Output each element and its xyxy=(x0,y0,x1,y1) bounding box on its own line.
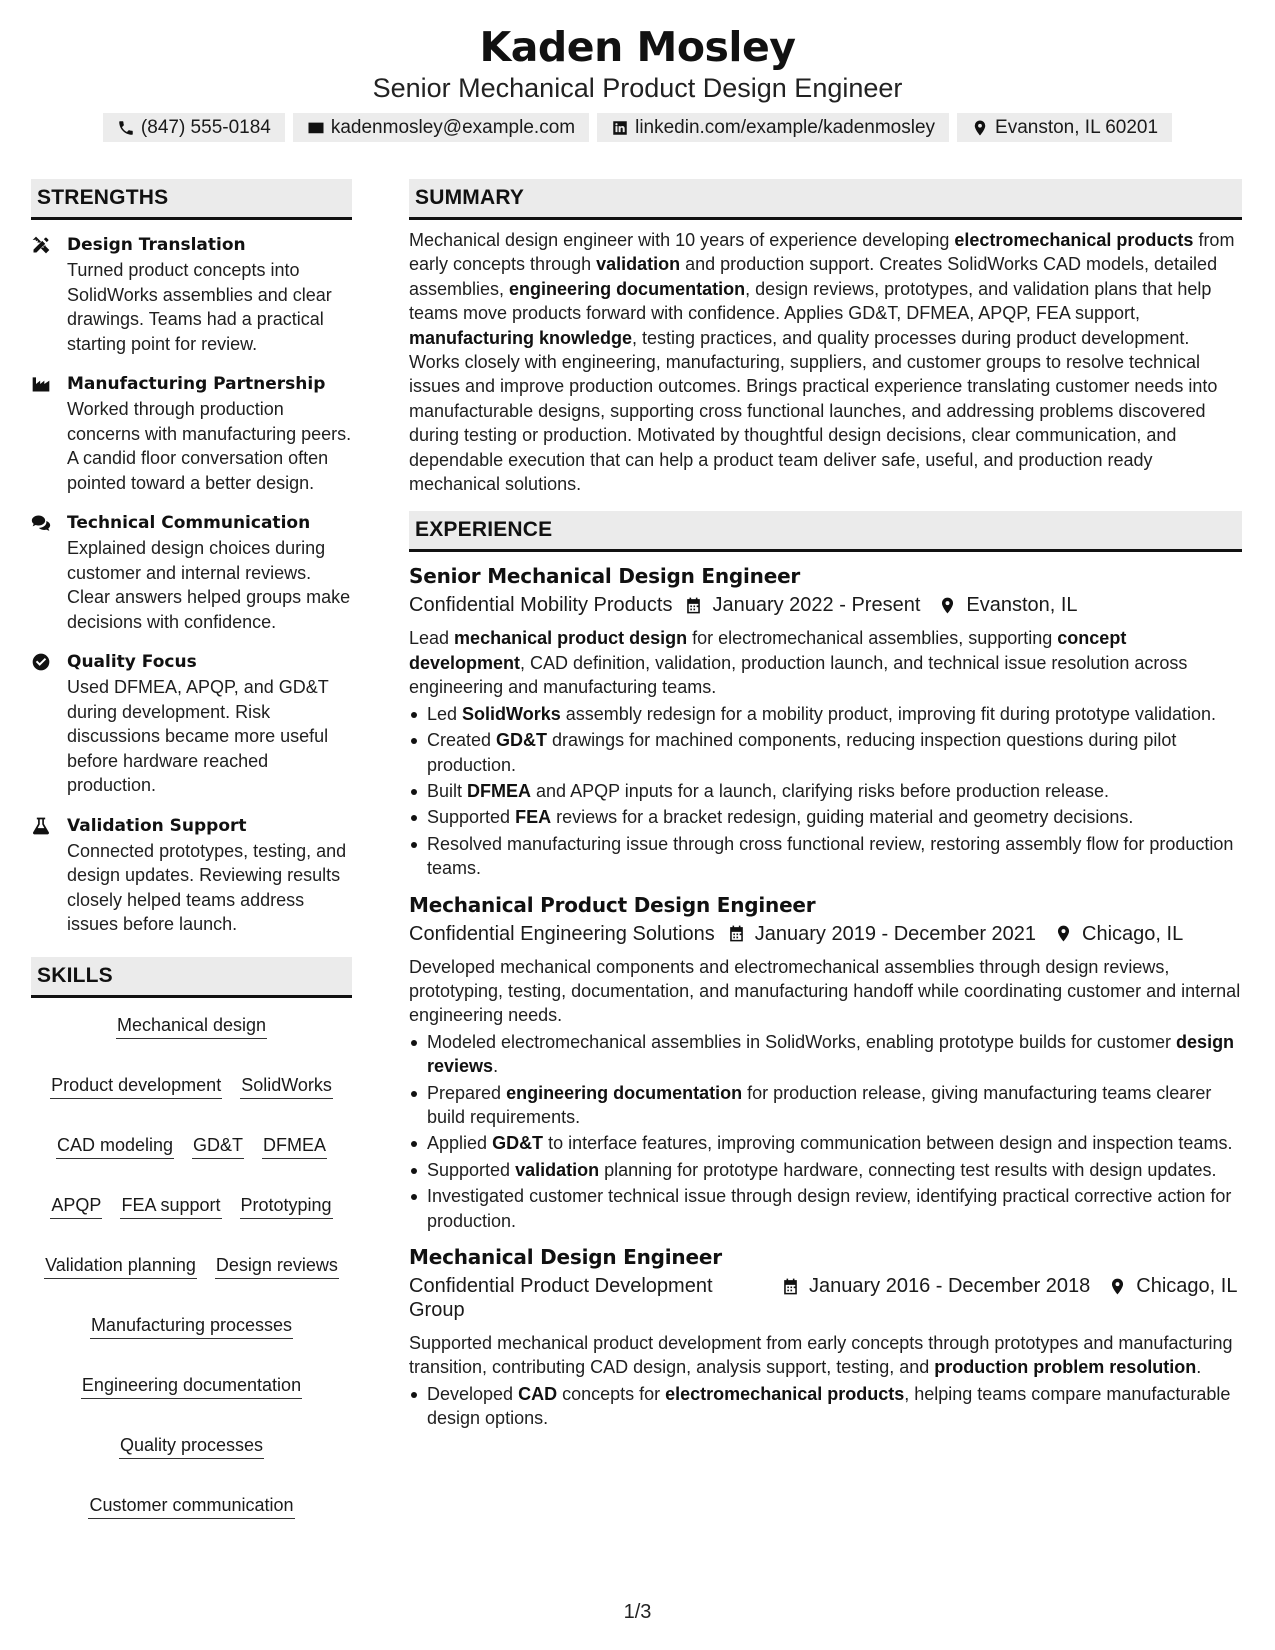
skills-list xyxy=(31,1013,352,1519)
strength-item xyxy=(31,510,352,634)
skills-section xyxy=(31,957,352,1519)
emphasis-text: validation xyxy=(515,1159,600,1180)
job-bullets xyxy=(409,1382,1242,1431)
candidate-title: Senior Mechanical Product Design Engineer xyxy=(372,73,903,103)
strengths-list xyxy=(31,232,352,937)
strength-title: Validation Support xyxy=(67,815,247,836)
bullet-item: Prepared engineering documentation for production release, giving manufacturing teams clearer build requirements. xyxy=(409,1081,1242,1130)
skill-tag: Manufacturing processes xyxy=(90,1313,293,1339)
job-entry xyxy=(409,891,1242,1233)
job-meta xyxy=(409,1274,1242,1322)
bullet-item: Investigated customer technical issue through design review, identifying practical corrective action for production. xyxy=(409,1184,1242,1233)
map-pin-icon xyxy=(971,119,989,137)
map-pin-icon xyxy=(938,596,957,615)
bullet-item: Supported FEA reviews for a bracket redesign, guiding material and geometry decisions. xyxy=(409,805,1242,829)
strength-desc: Turned product concepts into SolidWorks assemblies and clear drawings. Teams had a practical starting point for review. xyxy=(67,260,332,354)
bullet-item: Developed CAD concepts for electromechanical products, helping teams compare manufacturable design options. xyxy=(409,1382,1242,1431)
contact-linkedin[interactable] xyxy=(597,113,949,142)
check-circle-icon xyxy=(31,652,51,672)
map-pin-icon xyxy=(1108,1277,1127,1296)
bullet-item: Created GD&T drawings for machined components, reducing inspection questions during pilot production. xyxy=(409,728,1242,777)
emphasis-text: CAD xyxy=(518,1383,558,1404)
skill-tag: Validation planning xyxy=(44,1253,197,1279)
skill-tag: DFMEA xyxy=(262,1133,327,1159)
job-title: Mechanical Design Engineer xyxy=(409,1245,722,1269)
page-number: 1/3 xyxy=(623,1601,652,1623)
skills-heading: SKILLS xyxy=(31,957,352,998)
job-location: Chicago, IL xyxy=(1136,1275,1238,1297)
strength-desc: Used DFMEA, APQP, and GD&T during development. Risk discussions became more useful before hardware reached production. xyxy=(67,677,329,795)
emphasis-text: SolidWorks xyxy=(462,703,561,724)
strength-title: Technical Communication xyxy=(67,513,311,533)
strength-title: Design Translation xyxy=(67,235,246,255)
emphasis-text: validation xyxy=(596,254,681,275)
emphasis-text: electromechanical products xyxy=(665,1383,905,1404)
contact-email-text: kadenmosley@example.com xyxy=(330,116,576,138)
strength-item xyxy=(31,371,352,495)
emphasis-text: design reviews xyxy=(427,1031,1235,1077)
job-description: Lead mechanical product design for electromechanical assemblies, supporting concept development, CAD definition, validation, production launch, and technical issue resolution across engineering and manufacturing teams. xyxy=(409,628,1188,698)
summary-heading: SUMMARY xyxy=(409,179,1242,220)
job-entry xyxy=(409,562,1242,880)
contact-phone-text: (847) 555-0184 xyxy=(140,116,271,138)
emphasis-text: production problem resolution xyxy=(934,1357,1197,1378)
skill-tag: GD&T xyxy=(192,1133,244,1159)
experience-section xyxy=(409,511,1242,1430)
job-entry xyxy=(409,1243,1242,1431)
bullet-item: Supported validation planning for prototype hardware, connecting test results with design updates. xyxy=(409,1158,1242,1182)
emphasis-text: GD&T xyxy=(492,1133,544,1154)
linkedin-icon xyxy=(611,119,629,137)
job-dates: January 2019 - December 2021 xyxy=(754,922,1037,945)
strength-item xyxy=(31,813,352,937)
job-dates: January 2016 - December 2018 xyxy=(809,1275,1091,1297)
skill-tag: FEA support xyxy=(120,1193,221,1219)
job-title: Mechanical Product Design Engineer xyxy=(409,892,816,917)
job-company: Confidential Product Development Group xyxy=(409,1275,713,1321)
job-bullets xyxy=(409,702,1242,881)
emphasis-text: DFMEA xyxy=(467,780,532,801)
experience-heading: EXPERIENCE xyxy=(409,511,1242,552)
emphasis-text: concept development xyxy=(409,628,1127,673)
skill-tag: Engineering documentation xyxy=(81,1373,302,1399)
job-bullets xyxy=(409,1030,1242,1233)
contact-location xyxy=(957,113,1172,142)
contact-location-text: Evanston, IL 60201 xyxy=(995,116,1159,138)
contact-linkedin-text: linkedin.com/example/kadenmosley xyxy=(635,116,936,138)
pencil-ruler-icon xyxy=(31,235,51,255)
map-pin-icon xyxy=(1054,924,1073,943)
job-company: Confidential Engineering Solutions xyxy=(409,922,715,945)
emphasis-text: GD&T xyxy=(496,730,548,751)
skill-tag: Quality processes xyxy=(119,1433,264,1459)
strength-title: Manufacturing Partnership xyxy=(67,374,326,394)
flask-icon xyxy=(31,816,51,836)
strength-desc: Explained design choices during customer and internal reviews. Clear answers helped groups make decisions with confidence. xyxy=(67,538,351,632)
bullet-item: Resolved manufacturing issue through cross functional review, restoring assembly flow for production teams. xyxy=(409,832,1242,881)
strengths-heading: STRENGTHS xyxy=(31,179,352,220)
summary-text: Mechanical design engineer with 10 years of experience developing electromechanical products from early concepts through validation and production support. Creates SolidWorks CAD models, detailed assemblies, engineering documentation, design reviews, prototypes, and validation plans that help teams move products forward with confidence. Applies GD&T, DFMEA, APQP, FEA support, manufacturing knowledge, testing practices, and quality processes during product development. Works closely with engineering, manufacturing, suppliers, and customer groups to resolve technical issues and improve production outcomes. Brings practical experience translating customer needs into manufacturable designs, supporting cross functional launches, and addressing problems discovered during testing or production. Motivated by thoughtful design decisions, clear communication, and dependable execution that can help a product team deliver safe, useful, and production ready mechanical solutions. xyxy=(409,230,1235,495)
emphasis-text: FEA xyxy=(515,807,552,828)
strength-desc: Connected prototypes, testing, and design updates. Reviewing results closely helped teams address issues before launch. xyxy=(67,840,347,934)
job-description: Developed mechanical components and electromechanical assemblies through design reviews, prototyping, testing, documentation, and manufacturing handoff while coordinating customer and internal engineering needs. xyxy=(409,956,1241,1026)
bullet-item: Led SolidWorks assembly redesign for a mobility product, improving fit during prototype validation. xyxy=(409,702,1242,726)
bullet-item: Built DFMEA and APQP inputs for a launch, clarifying risks before production release. xyxy=(409,779,1242,803)
strength-item xyxy=(31,649,352,798)
emphasis-text: electromechanical products xyxy=(954,230,1194,250)
skill-tag: SolidWorks xyxy=(240,1073,333,1099)
comments-icon xyxy=(31,513,51,533)
contact-email[interactable] xyxy=(293,113,589,142)
envelope-icon xyxy=(307,119,325,137)
skill-tag: Customer communication xyxy=(88,1493,294,1519)
job-meta xyxy=(409,593,1242,617)
strength-title: Quality Focus xyxy=(67,652,197,672)
emphasis-text: manufacturing knowledge xyxy=(409,327,633,348)
calendar-icon xyxy=(781,1277,800,1296)
left-column xyxy=(31,179,352,1519)
bullet-item: Modeled electromechanical assemblies in SolidWorks, enabling prototype builds for customer design reviews. xyxy=(409,1030,1242,1079)
phone-icon xyxy=(117,119,135,137)
contact-phone[interactable] xyxy=(103,113,285,142)
skill-tag: Design reviews xyxy=(215,1253,339,1279)
job-location: Evanston, IL xyxy=(966,594,1078,617)
emphasis-text: engineering documentation xyxy=(509,278,746,299)
strength-item xyxy=(31,232,352,356)
candidate-name: Kaden Mosley xyxy=(479,23,796,71)
skill-tag: Mechanical design xyxy=(116,1013,267,1039)
calendar-icon xyxy=(684,596,703,615)
right-column xyxy=(409,179,1242,1433)
job-meta xyxy=(409,922,1242,946)
strength-desc: Worked through production concerns with manufacturing peers. A candid floor conversation often pointed toward a better design. xyxy=(67,399,352,493)
resume-header xyxy=(0,22,1275,142)
skill-tag: Prototyping xyxy=(240,1193,333,1219)
job-dates: January 2022 - Present xyxy=(712,594,921,617)
skill-tag: Product development xyxy=(50,1073,222,1099)
skill-tag: CAD modeling xyxy=(56,1133,174,1159)
job-title: Senior Mechanical Design Engineer xyxy=(409,564,801,589)
job-description: Supported mechanical product development from early concepts through prototypes and manufacturing transition, contributing CAD design, analysis support, testing, and production problem resolution. xyxy=(409,1333,1233,1378)
contact-bar xyxy=(0,113,1275,142)
emphasis-text: engineering documentation xyxy=(506,1082,743,1103)
skill-tag: APQP xyxy=(50,1193,102,1219)
calendar-icon xyxy=(727,924,746,943)
bullet-item: Applied GD&T to interface features, improving communication between design and inspection teams. xyxy=(409,1131,1242,1155)
job-company: Confidential Mobility Products xyxy=(409,594,673,617)
job-location: Chicago, IL xyxy=(1082,922,1184,945)
emphasis-text: mechanical product design xyxy=(454,628,688,649)
industry-icon xyxy=(31,374,51,394)
